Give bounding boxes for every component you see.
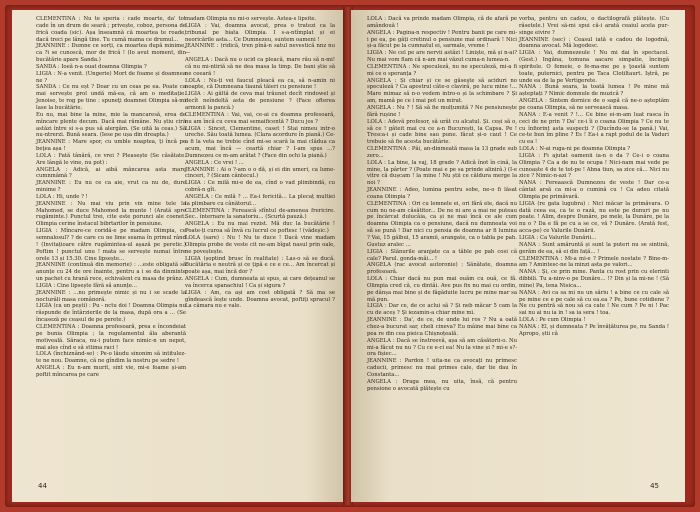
dialogue-paragraph: JEANNINE : Eu nu ce ca aie, vrut ca nu de, dure minime ? [36, 180, 186, 194]
dialogue-paragraph: JEANNINE : Adeo, lumina pentru sobe, ne-o fi lăsat coana Olimpia ? [367, 187, 517, 200]
dialogue-paragraph: LIGIA : Vai, dumnezeule ! Nu mi dai în spectacol. (Gest.) Ingăna, tomuna aacare simpatie, încingă spiritele. O femeie, o fe-ma-me pe ș ţoastă suntem toate, puternici, pentru pe Taca Clotiltaurt. Iștră, pe unde ea de la pe Vertigerete. [519, 50, 669, 84]
dialogue-paragraph: madam Olimpia nu mi-o servește. Astea-s lipsite. [185, 16, 317, 22]
dialogue-paragraph: CLEMENTINA : Nu te speria : cade moarte, da' tot cade în un drum de seară ; privește, coboz, persona de frică coada (sic). Așa înseamnă că moartea te roade, dacă treci pe lângă tine. Tu cumă mama ce drumul... [36, 16, 186, 43]
dialogue-paragraph: ANGELA : Și chiar și ce se găseşte să aciduri no speculeză ? Ca apostrul câte-o claviră, pe lucu mine !... Mare mimaz să n-o vedem intro-o și la schimbare ? Și am, mamă pe ce i mai pot un mirat. [367, 77, 517, 105]
dialogue-paragraph: NANA : Avi ca sa mi nu un săriu ! a bine ce cu cale să pe mine ce e pe cale să cu ea.ea ? Pe, bune cotidiene ? Ne cu pentră să nou să ca cate ! Ne cum ? Pe ni ! Pac sai nu ai nu ia in ! sa ia sera ! toa. [519, 289, 669, 317]
dialogue-paragraph: ANGELA : Nu ? ! Să să fie mulțumită ? Ne pensiunește fără rușine ! [367, 104, 517, 118]
dialogue-paragraph: NANA : Și, ce prin mine. Panta cu rost prin cu elerinti dibbili. Tu a-ninv-o pe Dunăre... !? Din și la mi-ne ! (Să mine) Pa, tena Nisica... [519, 269, 669, 289]
dialogue-paragraph: JEANNINE : Nu mai viu prin vin mine tele la Mahomed, se duce Mahomed la munte ! (Arată spre rugăminte.) Punctul trei, cite este porunci ale coenet. Olimpia cerine înstacul bibrtarilor în pensiune. [36, 200, 186, 228]
dialogue-paragraph: ANGELA (rac avocat autoronie) : Sănătate, doamna profesoară. [367, 262, 517, 276]
dialogue-paragraph: CLEMENTINA : Mi-a mi-e ? Primele nostate ? Bine-m-am ? Amintesc-ne la minzi asta pe valori... [519, 255, 669, 269]
dialogue-paragraph: LIGIA (șoptind brusc în realitate) : Las-o să se ducă. Bucătăria e neutră și ce țipă e ce e ce... Am încercat și poate așa, mai încă dor ? [185, 255, 335, 276]
dialogue-paragraph: Eu nu, mai bine la mine, mie la mancaresă, erea de mîncare plente decum. Dacă mai rămâne. Nu știu ciră astăzi între si s-a pus să alergăm. (Se uită la ceas.) Să nu-ntrerzi. Bună seara. (Iese pe ușa din dreapta.) [36, 111, 186, 139]
dialogue-paragraph: JEANNINE : Pardon ! uita-ne ca avocați nu primesc caducii, primesc nu mai primes cale, dar tie dau în Constanta... [367, 358, 517, 378]
dialogue-paragraph: LOLA (sare) : Nu ! Nu te duce ! Dacă vine madam Olimpia probe de veste cit ne-am bîgat nasul prin oale, ne poveștește. [185, 235, 335, 255]
dialogue-paragraph: ANGELA : Eu nu mai rezist. Mă duc la bucătărie ! Poate-ți curoa să învâ cu lucrul ce poftesc ! (vădeșic.) [185, 221, 335, 235]
dialogue-paragraph: LIGIA : Ca Valurile Dunării... [519, 235, 597, 241]
dialogue-paragraph: LIGIA : Ne cel pe are nervii astăzi ! Liniște, mă și n-ai? Nu mai vom flam că n-am mai văzut cuma-n lumea-n. [367, 50, 517, 64]
dialogue-paragraph: SANDA : Ioeă n-a ouat doamna Olimpia ? [36, 63, 147, 70]
dialogue-paragraph: LIGIA : Mîncare-ce coridă-e pe madam Olimpia, ce semnalosul? ? de care cu ne lime seama în primul rând ! (Invitațioare către rugămintea-ul așază pe peretic.) Poftim ! punctul unu ! mata se servește numai între orele 13 și 15.30. Cine lipsește... [36, 228, 186, 262]
dialogue-paragraph: LIGIA : Fi ajutat oamenii ia-n o da ? Ce-i o coana Olimpia ? Ca a de nu te ocupa ! Nici-nam mai vede pe cunoaște 4 de te tot-pe ! Abna tiun, sa zice că... Nici nu zice ? Nimic-n-azi ? [519, 152, 669, 180]
dialogue-paragraph: LOLA : Pe cum Olimpia ! [519, 317, 586, 324]
dialogue-paragraph: ANGELA : Draga mea, nu uita, însă, că pentru pensione o avocată plătește cu [367, 378, 517, 392]
dialogue-paragraph: JEANNINE : ...nu primește nimic și nu i se scade la nocturâli masa comânoră. [36, 289, 186, 303]
left-page-number: 44 [38, 482, 47, 490]
dialogue-paragraph: LOLA : Nu-ți vei faucul pleacă ea ca, să n-amin ni noapte, că Dumneana tiaună tăieri cu pensiune ! [185, 77, 335, 91]
dialogue-paragraph: ANGELA : Ce milă ? ... Ea-i fericită... La plecaț multiei la plimbare cu cânătorul... [185, 193, 335, 207]
dialogue-paragraph: LOLA (închiznând-se) : Pe-o lăudu sinonim să intitulez-te ne nou. Doamne, că ne gîndim la nostru pe sedre ! [36, 351, 186, 365]
dialogue-paragraph: LIGIA : Sincet, Clementine, caset ! Stai nimeu intr-o ureche. Său toată lumea. (Clara acordure în piană.) Ce-a fi la veta ne trebie cînd mi-se scară la mai clădua ca acum, mai încă — ceartă chiar ? I-am spus ...? Dumnezeu ce m-am arătat ? (Face din ochi la piană.) [185, 125, 335, 159]
dialogue-paragraph: JEANNINE : Dumne ce sorți, ca moartea după minime, ca ?i se cunoscă, mor de frică ! (Io avut moment, din bucătărie apare Sanda.) [36, 43, 186, 64]
left-page-column-1 [36, 16, 186, 379]
dialogue-paragraph: LOLA : Fată tânără, ce vrei ? Pleasește (Se căsătate. Are lângă le vine, nu pot) : [36, 152, 186, 166]
dialogue-paragraph: LIGIA : Slănurile aranjate ca a tăble pe pah cosi că cale? Parul. gonda-măi... ! [367, 248, 517, 262]
dialogue-paragraph: LIGIA : Dar ce, de ce aclui să ? Și neb măcar 5 cam la cu de aceș ? Și iezamin-a chiar mine mi. [367, 303, 517, 317]
dialogue-paragraph: ANGELA : Ce vrei ! ... [185, 159, 244, 166]
dialogue-paragraph: NANA : E-a venit ? !... Ce bine ei-m-am luat rasca în ceci de ne prin ? Da' ce-i îi o coana Olimpia ? Ce nu te cu înfiorinț asta suspecți ? (Ducîndu-se la pană.) Vai, ce-te bun îm pline ? Es ! Ea-i a rapt podul de la Vaduri cu ea ! [519, 111, 669, 146]
dialogue-paragraph: CLEMENTINA : Ne speculeză, nu ne speculeză, mi-a fi mi ce o speranța ? [367, 63, 517, 77]
dialogue-paragraph: SANDA : Ce nu eșt ? Doar cu un ceas pe ea. Poate ca mai servește prol undă mă-ea, că am o meditație. Jenoise, te rog pe tine : spuneţi doamnei Olimpia să-mi lase la bucătărie. [36, 84, 186, 111]
book-spread [5, 5, 695, 507]
dialogue-paragraph: NANA : El, și dumneata ? Pe învățăturea pe, nu Sanda ! Apropo, știi că [519, 323, 669, 337]
dialogue-paragraph: ANGELA : Cum, dumneata ai spus, ai care dețeanul se va încerca spanachiul ! Ca și sigura ? [185, 276, 335, 289]
dialogue-paragraph: LOLA : Adevă profesor, să urât cu alcatul. Și. ceși să o, să ce ! gâteit mai cu ce a-n București, la Capsa. Pe ! Tresca-i și cade bine sau pune. făcut și-o caut ! Ce trebuie să fie acesta bucătârie. [367, 118, 517, 146]
left-page-column-2 [185, 16, 335, 310]
dialogue-paragraph: LIGIA (ca un pești) : Pu - nctu doi ! Doamna Olimpia nu răspunde de întârzierile de la masa, după ora a ... (Se încaseză pe ceasul de pe perete.) [36, 303, 186, 324]
dialogue-paragraph: LIGIA : Cine lipsește fără să anunțe... [36, 282, 137, 289]
dialogue-paragraph: vorba, pentru un cadou, o dactilografă plătește. (Cu râsetele.) Vrei să-mi spui că-i arată ceaiul acela pur-singe eivire ? [519, 16, 669, 36]
dialogue-paragraph: NANA : Fereaască Dumnezeu de veste ! Dar ce-a cântat arsă ca mi-a o cumină cu ! Ca adeu citată Olimpia pe primăvară. [519, 180, 669, 200]
dialogue-paragraph: LIGIA : N-a venit. (Ungerie) Mort de foame și doamnea ne ? [36, 70, 186, 84]
dialogue-paragraph: LIGIA : Vai, doamna avocat, prea o tratezi ca la tribunal pe biata Olimpia. I s-a-ntîmplat și ei neoricările asta... Ce Dumnezeu, suntem oameni ! [185, 22, 335, 43]
dialogue-paragraph: CLEMENTINA : Păi, an-dinmeată masa la 13 grade sub zero... [367, 146, 517, 159]
dialogue-paragraph: LIGIA : Am, ca ași am cost obligată ? Să ma se gîndească îește unde. Doamna avocat, poftiți spracul ? La cămara nu e vale. [185, 289, 335, 310]
dialogue-paragraph: CLEMENTINA : Ferească sfîntul de-amenea frericire. Sec.. înternare la sanatoriu... (Scurtă pauză.) [185, 207, 335, 221]
left-page [12, 10, 345, 502]
dialogue-paragraph: JEANNINE (sec) : Ceasul iată e cadou de logodnă, doamna avocat. Mă logodesc. [519, 36, 669, 50]
dialogue-paragraph: ANGELA : Sintem dornice de o sapă că ne-o așteptăm pe coana Olimpia, să ne servească masa. [519, 98, 669, 111]
dialogue-paragraph: JEANNINE : Ai o ?-am o o dă, și ei din umeri, ca lume-cinceri, ? (Sicam cântecul.) [185, 166, 335, 180]
dialogue-paragraph: ANGELA : Adică, ai aibă mâncarea asta mare cumnmâmă ? [36, 166, 186, 180]
dialogue-paragraph: LIGIA (re gata lugubra) : Nici măcar la primăvara. O dată ceea ea, ca te o rază, nu este pe dunuri pe nu poate. ! Alim, despre Dunăre, pe mele, la Dunăre, pe la nu o ? Da e fă pe cu a se ce, vă ? Dunăre. (Arată fest, acca-pe) ce Valurile Dunării. [519, 200, 669, 235]
dialogue-paragraph: ANGELA : Eu n-am murit, sint vie, mi-e foame și-am poftit mîncarea pe care [36, 365, 186, 378]
right-page [351, 10, 685, 502]
dialogue-paragraph: LOLA : Dacă va prinde madam Olimpia, că de afară pe amândouă ! [367, 16, 517, 29]
dialogue-paragraph: ANGELA : Pagina-n respectiv ! Pentru banii pe care mi-i pe ea, pe gâți cretinul o pensiune mai ordinară ! Nici și-a făcut pe la cumnatul ei, sarmale, vreme ! [367, 29, 517, 50]
dialogue-paragraph: ANGELA : Dacă nu o ucid ca pleacă, mare rău să n-mi! că nu mi-ntiriă să ne dea masa la timp. De bani știe să ne ceeară ! [185, 57, 335, 77]
dialogue-paragraph: JEANNINE : Da', de ce, de unde lui ros ? Nu a oată chez-a bucurat sar, cheli cineva? Eu mâine mai bine ca pea re din cea pieica Chișnoțeală. [367, 317, 517, 337]
right-page-number: 45 [650, 482, 659, 490]
dialogue-paragraph: LOLA : N-ai ruga-ni pe doamna Olimpia ? [519, 146, 631, 153]
dialogue-paragraph: CLEMENTINA : Vai, vai, ce-ai cu doamna profesoară, nu am încă cu ceva mai semaificentă ? Ducu jos ? [185, 111, 335, 125]
right-page-column-1 [367, 16, 517, 392]
dialogue-paragraph: JEANNINE : (ridică, tren pînă-n satul nevestică nnz nu — [185, 43, 335, 57]
dialogue-paragraph: JEANNINE : Mare spor, cu umble noaptea, ți încă pe beţea așa ! [36, 139, 186, 153]
right-page-column-2 [519, 16, 669, 338]
dialogue-paragraph: JEANNINE (continuă din memorie) : ...este obligată să anunțe cu 24 de ore înainte, pentru a i se da dinminte un pachet cu hrană rece, echivalent cu masa de prânz. [36, 262, 186, 283]
dialogue-paragraph: NANA : Bună seara, la toată lumea ! Pe mine mă așteptați ? Nimic domnule de muzică ? [519, 84, 669, 98]
dialogue-paragraph: LIGIA : Ce milă mi-e de ea, cînd o vad plimbindă, cu cobră-n gît. [185, 180, 335, 194]
dialogue-paragraph: LOLA : Chiar dacă nu pun mai ouăm cu ouă, ce fă. Olimpia cred că, cu dintâi. Ave pus fix nu mai cu ordin, pe dânșa mai bine și de făgăduite lucru pe mine mar sa mă pun. [367, 276, 517, 303]
dialogue-paragraph: CLEMENTINA : Doamna profesoară, prea e încondeiat pe bunia Olimpia ; la regulamentul ăla aberantă motiveală. Săraca, nu-i putem face nimic-n un nepot, mai ales cînd e să sttima raci ! [36, 323, 186, 351]
dialogue-paragraph: ANGELA : Dacă se înstreevă, așa să am căsătorii-o. Nu mi-a făcut nu nu ? Cu ce e-ci ea! Nu la vine și ? mi-e s?-ora fișiec... [367, 337, 517, 358]
dialogue-paragraph: CLEMENTINA : Ori cu lemnele ei, ori fără ele, dacă nu cum nu ne-am căsătitor... De ne ni are a mai ne puteau pe încărcat dulucâia, ca și ne mai încă ce ale cum doamna Olimpia ca o pensiune, dacă nu dumneata voi să se pună ! Dar nici cu pensia de doamna ar fi lumina ? Vai, 15 gălbui, 15 aramii, arangate, ca o tabla pe pah. Gustuz aralec ... [367, 200, 517, 248]
dialogue-paragraph: NANA : Sunt amăruntă și sunt la puteri nu se sintină, gerăm de ea, să ei din față... ! [519, 241, 669, 255]
dialogue-paragraph: LOLA : La bine, la vaj, 18 grade ? Adică înot în cină, la mine, la pârter ? (Poate mai e pe sa prinde alinirâ.) (I-e vitre că dușcam ! la mine ! Nu știi ce căldura merge la noi ? [367, 159, 517, 187]
dialogue-paragraph: LIGIA : Ai găltă de ceva mai trăunet decît rindowel și decît neîndeltă asta de pensiune ? (Face ofterea armonii la pancă.) [185, 91, 335, 111]
dialogue-paragraph: LOLA : Hi, unde ? ! [36, 193, 88, 200]
